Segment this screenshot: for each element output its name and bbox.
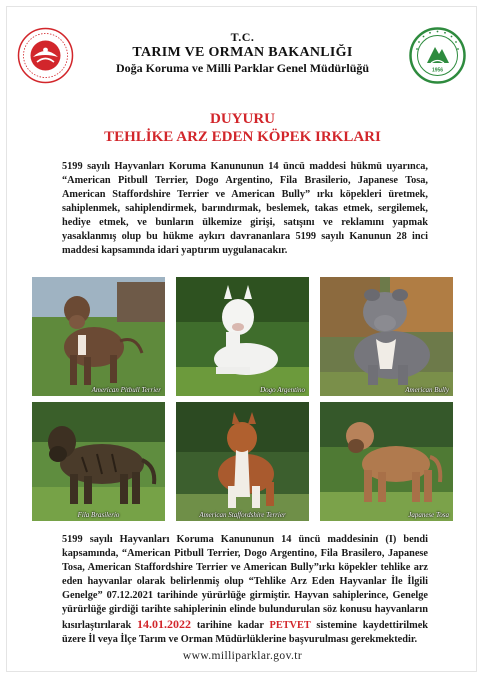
breed-photo-japanese-tosa [320,402,453,521]
breed-caption: American Bully [405,386,449,394]
header-tc: T.C. [230,30,255,44]
header-text [90,30,395,76]
petvet-system: PETVET [269,620,311,631]
breed-photo-american-staffordshire [176,402,309,521]
breed-caption: American Pitbull Terrier [91,386,161,394]
breed-photo-american-bully [320,277,453,396]
ministry-emblem-icon [17,27,74,84]
regulation-paragraph [62,533,428,647]
regulation-text-part2: tarihine kadar [191,620,270,631]
breed-photo-dogo-argentino [176,277,309,396]
header [0,0,485,95]
breed-caption: Japanese Tosa [408,511,449,519]
intro-paragraph: 5199 sayılı Hayvanları Koruma Kanununun 14 üncü maddesi hükmü uyarınca, “American Pitbull Terrier, Dogo Argentino, Fila Brasilerio, Japanese Tosa, American Staffordshire Terrier ve American Bully” ırkı köpekleri üretmek, sahiplenmek, sahiplendirmek, barındırmak, beslemek, takas etmek, sergilemek, hediye etmek, ve bunların ülkemize girişi, satışını ve reklamını yapmak yasaklanmış olup bu hükme aykırı davrananlara 5199 sayılı Kanunun 28 inci maddesi kapsamında idari yaptırım uygulanacakır. [62,161,428,256]
header-department: Doğa Koruma ve Milli Parklar Genel Müdürlüğü [115,61,370,75]
breed-photo-fila-brasileiro [32,402,165,521]
breed-caption: Fila Brasilerio [77,511,120,519]
breed-caption: American Staffordshire Terrier [199,511,286,519]
breed-photo-grid [32,277,453,521]
deadline-date: 14.01.2022 [137,617,192,631]
regulation-text-part1: 5199 sayılı Hayvanları Koruma Kanununun 14 üncü maddesinin (I) bendi kapsamında, “American Pitbull Terrier, Dogo Argentino, Fila Brasilero, Japanese Tosa, American Staffordshire Terrier ve American Bully”ırkı köpekler tehlike arz eden hayvanlar olarak belirlenmiş olup “Tehlike Arz Eden Hayvanlar İle İlgili Genelge” 07.12.2021 tarihinde yürürlüğe girmiştir. Hayvan sahiplerince, Genelge yürürlüğe girdiği tarihte sahiplerinin elinde bulundurulan söz konusu hayvanların kısırlaştırılarak [62,534,428,631]
emblem-year: 1956 [431,67,444,74]
header-ministry: TARIM VE ORMAN BAKANLIĞI [132,45,353,60]
footer-website-link[interactable]: www.milliparklar.gov.tr [182,650,303,662]
announcement-title: TEHLİKE ARZ EDEN KÖPEK IRKLARI [104,129,381,145]
breed-caption: Dogo Argentino [260,386,305,394]
regulation-text-part3: sistemine kaydettirilmek üzere İl veya İlçe Tarım ve Orman Müdürlüklerine başvurulması gerekmektedir. [62,620,428,645]
breed-photo-pitbull [32,277,165,396]
milli-parklar-emblem-icon [409,27,466,84]
announcement-label: DUYURU [210,111,275,127]
